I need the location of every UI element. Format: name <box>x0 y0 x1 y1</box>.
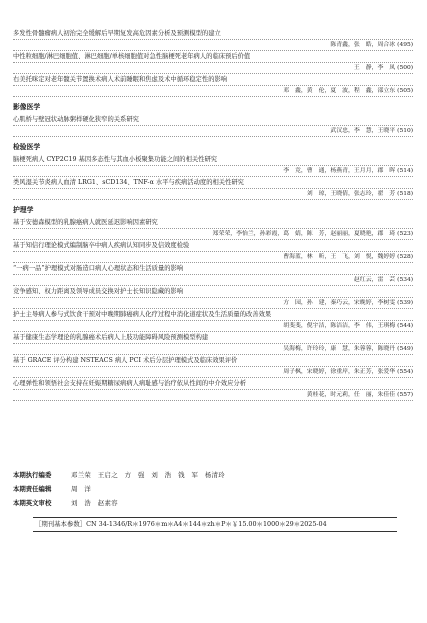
table-of-contents <box>13 28 413 401</box>
article-authors: 李 竞，曹 通，杨燕青，王月月，郡 晖 <box>283 168 396 174</box>
article-title: 右美托咪定对老年髋关节置换术病人术前睡眠和焦虑及术中循环稳定性的影响 <box>13 74 413 86</box>
article-title: 心理弹性和领悟社会支持在妊娠期糖尿病病人病耻感与治疗依从性间的中介效应分析 <box>13 378 413 390</box>
journal-parameters: ［期刊基本参数］CN 34-1346/R＊1976＊m＊A4＊144＊zh＊P＊￥15.00＊1000＊29＊2025-04 <box>33 517 397 532</box>
article-authors-line <box>13 40 413 51</box>
toc-entry[interactable] <box>13 309 413 332</box>
article-authors-line <box>13 298 413 309</box>
article-page: (495) <box>397 42 413 48</box>
section-heading: 影像医学 <box>13 103 41 111</box>
article-page: (557) <box>397 392 413 398</box>
toc-entry[interactable] <box>13 332 413 355</box>
article-authors-line <box>13 321 413 332</box>
article-authors-line <box>13 390 413 401</box>
credit-label: 本期执行编委 <box>13 471 52 479</box>
toc-entry[interactable] <box>13 28 413 51</box>
article-title: 基于健康生态学理论的乳腺癌术后病人上肢功能障碍风险预测模型构建 <box>13 332 413 344</box>
issue-credits <box>13 468 413 510</box>
article-title: 类风湿关节炎病人血清 LRG1、sCD134、TNF-α 水平与疾病活动度的相关性研究 <box>13 177 413 189</box>
article-page: (500) <box>397 65 413 71</box>
credit-label: 本期英文审校 <box>13 499 52 507</box>
article-authors-line <box>13 126 413 137</box>
article-title: 中性粒细胞/淋巴细胞值、淋巴细胞/单核细胞值对急性脑梗死老年病人的临床预后价值 <box>13 51 413 63</box>
article-authors: 胡斐斐，倪宇洁，陈洁洁，李 伟，王琪梅 <box>283 323 396 329</box>
article-authors: 赵红云，雷 芸 <box>353 277 396 283</box>
credit-row <box>13 482 413 496</box>
article-authors: 吴海梅，许玲玲，康 慧，朱蓉蓉，陈晓丹 <box>283 346 396 352</box>
article-page: (554) <box>397 369 413 375</box>
credit-row <box>13 468 413 482</box>
toc-entry[interactable] <box>13 177 413 200</box>
credit-value: 周 洋 <box>71 485 92 493</box>
article-authors-line <box>13 275 413 286</box>
article-authors: 邓 鑫，黄 伦，夏 波，程 鑫，邵立东 <box>283 88 396 94</box>
article-authors: 周子枫，宋晓婷，徐重岸，朱正芳，张爱华 <box>283 369 396 375</box>
article-page: (505) <box>397 88 413 94</box>
article-title: 多发性骨髓瘤病人初治完全缓解后早期复发高危因素分析及预测模型的建立 <box>13 28 413 40</box>
toc-entry[interactable] <box>13 263 413 286</box>
article-authors-line <box>13 63 413 74</box>
toc-entry[interactable] <box>13 154 413 177</box>
article-page: (549) <box>397 346 413 352</box>
article-title: 心肌桥与壁冠状动脉粥样硬化狭窄的关系研究 <box>13 114 413 126</box>
toc-entry[interactable] <box>13 378 413 401</box>
article-authors: 陈青鑫，张 皓，周合冰 <box>330 42 396 48</box>
article-authors-line <box>13 189 413 200</box>
credit-value: 邓兰荣 王启之 方 强 刘 浩 钱 军 杨清玲 <box>71 471 225 479</box>
article-title: 基于安德森模型的乳腺癌病人就医延迟影响因素研究 <box>13 217 413 229</box>
credit-value: 刘 浩 赵素容 <box>71 499 118 507</box>
article-page: (544) <box>397 323 413 329</box>
article-page: (510) <box>397 128 413 134</box>
article-title: 竞争感知、权力距离及领导成员交换对护士长知识隐藏的影响 <box>13 286 413 298</box>
toc-entry[interactable] <box>13 74 413 97</box>
article-page: (534) <box>397 277 413 283</box>
toc-entry[interactable] <box>13 240 413 263</box>
article-authors: 王 静，李 凤 <box>353 65 396 71</box>
article-authors-line <box>13 367 413 378</box>
section-heading: 护理学 <box>13 206 34 214</box>
toc-entry[interactable] <box>13 114 413 137</box>
article-authors-line <box>13 252 413 263</box>
article-authors-line <box>13 344 413 355</box>
article-authors-line <box>13 166 413 177</box>
section-heading: 检验医学 <box>13 143 41 151</box>
article-page: (539) <box>397 300 413 306</box>
article-authors: 黄桂花，时元莉，任 丽，朱佳佳 <box>306 392 396 398</box>
article-authors: 郑荣荣，李怡兰，孙彩霞，葛 婧，陈 芳，赵丽丽，夏晓艳，郡 琦 <box>212 231 396 237</box>
article-authors-line <box>13 229 413 240</box>
article-authors: 方 园，孙 建，秦巧云，宋晚婷，李树雯 <box>283 300 396 306</box>
article-page: (523) <box>397 231 413 237</box>
article-title: 脑梗死病人 CYP2C19 基因多态性与其血小板聚集功能之间的相关性研究 <box>13 154 413 166</box>
article-title: “一病一品”护理模式对肠造口病人心理状态和生活质量的影响 <box>13 263 413 275</box>
article-page: (518) <box>397 191 413 197</box>
article-authors: 曹海蓝，林 昕，王 飞，刘 悦，魏婷婷 <box>283 254 396 260</box>
article-authors-line <box>13 86 413 97</box>
article-page: (528) <box>397 254 413 260</box>
article-page: (514) <box>397 168 413 174</box>
article-authors: 刘 琼，王晓倩，张志玲，翟 芳 <box>306 191 396 197</box>
credit-row <box>13 496 413 510</box>
article-title: 基于 GRACE 评分构建 NSTEACS 病人 PCI 术后分层护理模式及临床效果评价 <box>13 355 413 367</box>
article-title: 护士主导病人参与式饮食干预对中晚期肺癌病人化疗过程中消化道症状及生活质量的改善效果 <box>13 309 413 321</box>
credit-label: 本期责任编辑 <box>13 485 52 493</box>
toc-entry[interactable] <box>13 51 413 74</box>
article-title: 基于知信行理论模式编制脑卒中病人疾病认知同步及信效度检验 <box>13 240 413 252</box>
toc-entry[interactable] <box>13 286 413 309</box>
toc-entry[interactable] <box>13 217 413 240</box>
article-authors: 武汉忠，李 慧，王晓平 <box>330 128 396 134</box>
toc-entry[interactable] <box>13 355 413 378</box>
